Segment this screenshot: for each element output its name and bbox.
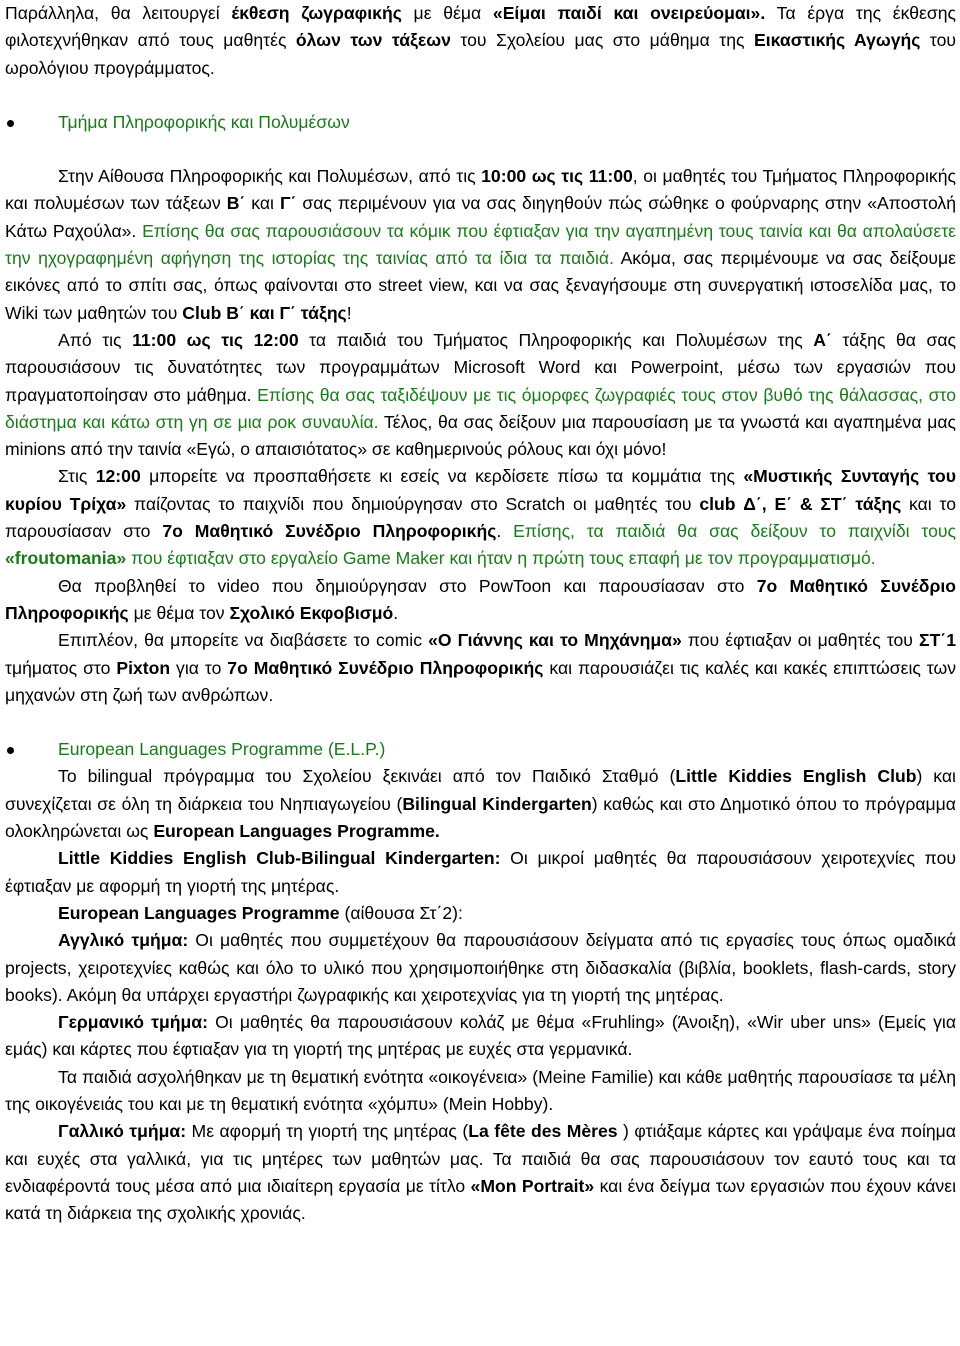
text: τμήματος στο	[5, 657, 117, 678]
text: .	[496, 521, 502, 542]
bold-text: 10:00 ως τις	[481, 166, 584, 187]
text: του Σχολείου μας στο μάθημα της	[450, 30, 755, 51]
heading-text: Τμήμα Πληροφορικής και Πολυμέσων	[58, 111, 350, 132]
text: Στην Αίθουσα Πληροφορικής και Πολυμέσων, από τις	[58, 166, 482, 187]
bold-text: όλων των τάξεων	[295, 30, 451, 51]
bold-text: «Μυστικής Συνταγής του κυρίου Τρίχα»	[5, 466, 956, 514]
bold-text: La fête des Mères	[468, 1121, 618, 1142]
text: Με αφορμή τη γιορτή της μητέρας (	[186, 1121, 469, 1142]
text: Τέλος, θα σας δείξουν μια παρουσίαση με τα γνωστά και αγαπημένα μας minions από την ταινία «Εγώ, ο απαισιότατος» σε καθημερινούς ρόλους και όχι μόνο!	[5, 411, 956, 460]
informatics-paragraph-2	[5, 327, 956, 463]
bullet-icon	[7, 747, 14, 754]
intro-paragraph	[5, 0, 956, 82]
elp-paragraph-4	[5, 927, 956, 1009]
section-heading-elp	[5, 736, 956, 763]
bold-text: Αγγλικό τμήμα:	[58, 930, 189, 951]
text: Οι μαθητές που συμμετέχουν θα παρουσιάσουν δείγματα από τις εργασίες τους όπως ομαδικά projects, χειροτεχνίες καθώς και όλο το υλικό που χρησιμοποιήθηκε στη διδασκαλία (βιβλία, booklets, flash-cards, story books). Ακόμη θα υπάρχει εργαστήρι ζωγραφικής και χειροτεχνίας για τη γιορτή της μητέρας.	[5, 930, 957, 1005]
bold-text: «Είμαι παιδί και ονειρεύομαι».	[492, 3, 766, 23]
bullet-icon	[7, 120, 14, 127]
bold-text: 11:00	[588, 166, 633, 187]
bold-text: «Mon Portrait»	[470, 1175, 595, 1196]
elp-paragraph-1	[5, 763, 956, 845]
green-text: Επίσης, τα παιδιά θα σας δείξουν το παιχνίδι τους	[501, 521, 956, 542]
text: Στις	[58, 466, 96, 487]
bold-text: Club Β΄ και Γ΄ τάξης	[182, 302, 347, 323]
bold-text: Little Kiddies English Club-Bilingual Kindergarten:	[58, 848, 501, 869]
bold-text: Εικαστικής Αγωγής	[754, 30, 921, 51]
text: και παρουσιάζει τις καλές και κακές επιπτώσεις των μηχανών στη ζωή των ανθρώπων.	[5, 657, 956, 705]
bold-text: Σχολικό Εκφοβισμό	[229, 602, 394, 623]
text: και το παρουσίασαν στο	[5, 493, 956, 542]
green-text: Επίσης θα σας παρουσιάσουν τα κόμικ που έφτιαξαν για την αγαπημένη τους ταινία και θα απολαύσετε την ηχογραφημένη αφήγηση της ιστορίας της ταινίας από τα ίδια τα παιδιά.	[5, 220, 956, 269]
spacer	[5, 82, 956, 109]
elp-paragraph-3	[5, 900, 956, 927]
green-text: Επίσης θα σας ταξιδέψουν με τις όμορφες ζωγραφιές τους στον βυθό της θάλασσας, στο διάστημα και κάτω στη γη σε μια ροκ συναυλία.	[5, 384, 956, 432]
bold-text: European Languages Programme.	[153, 821, 440, 842]
text: .	[393, 602, 399, 623]
text: Ακόμα, σας περιμένουμε να σας δείξουμε εικόνες από το σπίτι σας, όπως φαίνονται στο street view, και να σας ξεναγήσουμε στη συνεργατική ιστοσελίδα μας, το Wiki των μαθητών του	[5, 248, 956, 323]
bold-text: Α΄	[813, 329, 832, 350]
spacer	[5, 709, 956, 736]
green-bold-text: «froutomania»	[5, 548, 127, 569]
bold-text: club Δ΄, Ε΄ & ΣΤ΄ τάξης	[699, 493, 902, 514]
text: (αίθουσα Στ΄2):	[339, 902, 463, 923]
text: με θέμα	[401, 3, 493, 23]
text: τα παιδιά του Τμήματος Πληροφορικής και Πολυμέσων της	[298, 329, 814, 350]
bold-text: 7ο Μαθητικό Συνέδριο Πληροφορικής	[162, 521, 497, 542]
bold-text: European Languages Programme	[58, 902, 340, 923]
text: ) φτιάξαμε κάρτες και γράψαμε ένα ποίημα και ευχές στα γαλλικά, για τις μητέρες των μαθητών μας. Τα παιδιά θα σας παρουσιάσουν τον εαυτό τους και τα ενδιαφέροντά τους μέσα από μια ιδιαίτερη εργασία με τίτλο	[5, 1121, 956, 1196]
bold-text: Β΄	[226, 193, 246, 214]
text: , οι μαθητές του Τμήματος Πληροφορικής και πολυμέσων των τάξεων	[5, 166, 956, 214]
text: !	[346, 302, 352, 323]
bold-text: Pixton	[116, 657, 171, 678]
elp-paragraph-2	[5, 845, 956, 900]
text: του ωρολόγιου προγράμματος.	[5, 30, 957, 78]
elp-paragraph-5	[5, 1009, 956, 1064]
bold-text: 11:00 ως τις 12:00	[132, 329, 299, 350]
text: ) καθώς και στο Δημοτικό όπου το πρόγραμμα ολοκληρώνεται ως	[5, 793, 956, 842]
text: Επιπλέον, θα μπορείτε να διαβάσετε το comic	[58, 630, 429, 651]
text: Οι μαθητές θα παρουσιάσουν κολάζ με θέμα «Fruhling» (Άνοιξη), «Wir uber uns» (Εμείς για εμάς) και κάρτες που έφτιαξαν για τη γιορτή της μητέρας με ευχές στα γερμανικά.	[5, 1012, 956, 1060]
text: Τα έργα της έκθεσης φιλοτεχνήθηκαν από τους μαθητές	[5, 3, 956, 51]
bold-text: έκθεση ζωγραφικής	[231, 3, 402, 23]
text: με θέμα τον	[128, 602, 230, 623]
text: και ένα δείγμα των εργασιών που έχουν κάνει κατά τη διάρκεια της σχολικής χρονιάς.	[5, 1175, 956, 1224]
text: Παράλληλα, θα λειτουργεί	[5, 3, 232, 23]
bold-text: Bilingual Kindergarten	[402, 793, 592, 814]
bold-text: «Ο Γιάννης και το Μηχάνημα»	[428, 630, 682, 651]
text: Τα παιδιά ασχολήθηκαν με τη θεματική ενότητα «οικογένεια» (Meine Familie) και κάθε μαθητής παρουσίασε τα μέλη της οικογένειάς του και με τη θεματική ενότητα «χόμπυ» (Mein Hobby).	[5, 1066, 956, 1114]
text: Το bilingual πρόγραμμα του Σχολείου ξεκινάει από τον Παιδικό Σταθμό (	[58, 766, 676, 787]
bold-text: Γερμανικό τμήμα:	[58, 1012, 208, 1033]
bold-text: 7ο Μαθητικό Συνέδριο Πληροφορικής	[5, 575, 956, 623]
text: Οι μικροί μαθητές θα παρουσιάσουν χειροτεχνίες που έφτιαξαν με αφορμή τη γιορτή της μητέρας.	[5, 848, 956, 896]
informatics-paragraph-5	[5, 627, 956, 709]
bold-text: 7ο Μαθητικό Συνέδριο Πληροφορικής	[227, 657, 544, 678]
bold-text: ΣΤ΄1	[919, 630, 956, 651]
text: Θα προβληθεί το video που δημιούργησαν στο PowToon και παρουσίασαν στο	[58, 575, 757, 596]
text: μπορείτε να προσπαθήσετε κι εσείς να κερδίσετε πίσω τα κομμάτια της	[140, 466, 744, 487]
heading-text: European Languages Programme (E.L.P.)	[58, 739, 386, 760]
text: Από τις	[58, 329, 133, 350]
text: που έφτιαξαν οι μαθητές του	[681, 630, 920, 651]
text: για το	[170, 657, 228, 678]
text: ) και συνεχίζεται σε όλη τη διάρκεια του Νηπιαγωγείου (	[5, 766, 956, 814]
spacer	[5, 136, 956, 163]
bold-text: Γαλλικό τμήμα:	[58, 1121, 187, 1142]
bold-text: Γ΄	[279, 193, 297, 214]
text: τάξης θα σας παρουσιάσουν τις δυνατότητες των προγραμμάτων Microsoft Word και Powerpoint, μέσω των εργασιών που πραγματοποίησαν στο μάθημα.	[5, 329, 956, 405]
elp-paragraph-7	[5, 1118, 956, 1227]
text: σας περιμένουν για να σας διηγηθούν πώς σώθηκε ο φούρναρης στην «Αποστολή Κάτω Ραχούλα».	[5, 193, 956, 241]
text: παίζοντας το παιχνίδι που δημιούργησαν στο Scratch οι μαθητές του	[126, 493, 700, 514]
elp-paragraph-6	[5, 1064, 956, 1119]
informatics-paragraph-3	[5, 463, 956, 572]
informatics-paragraph-4	[5, 573, 956, 628]
informatics-paragraph-1	[5, 163, 956, 327]
section-heading-informatics	[5, 109, 956, 136]
green-text: που έφτιαξαν στο εργαλείο Game Maker και ήταν η πρώτη τους επαφή με τον προγραμματισμό.	[126, 548, 876, 569]
bold-text: Little Kiddies English Club	[675, 766, 917, 787]
bold-text: 12:00	[95, 466, 141, 487]
text: και	[245, 193, 280, 214]
